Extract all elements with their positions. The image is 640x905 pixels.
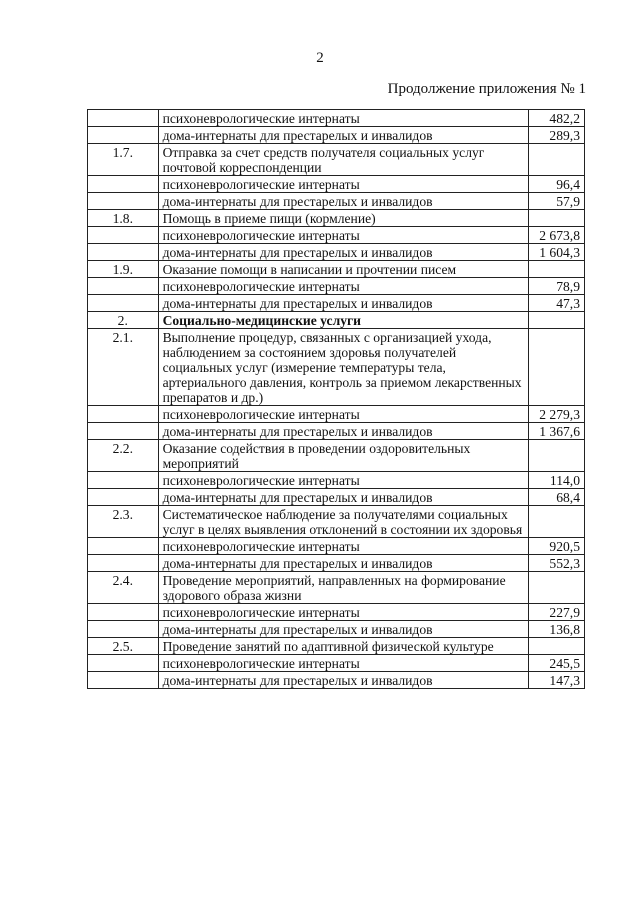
service-name: Оказание помощи в написании и прочтении писем: [158, 261, 529, 278]
table-row: [88, 489, 585, 506]
services-table: [87, 109, 585, 689]
row-number: 2.5.: [88, 638, 159, 655]
service-value: 227,9: [529, 604, 585, 621]
service-name: дома-интернаты для престарелых и инвалидов: [158, 127, 529, 144]
service-value: [529, 210, 585, 227]
row-number: 2.4.: [88, 572, 159, 604]
row-number: [88, 423, 159, 440]
service-value: [529, 261, 585, 278]
table-row: [88, 506, 585, 538]
row-number: [88, 244, 159, 261]
service-name: дома-интернаты для престарелых и инвалидов: [158, 193, 529, 210]
service-name: психоневрологические интернаты: [158, 604, 529, 621]
table-row: [88, 295, 585, 312]
service-name: дома-интернаты для престарелых и инвалидов: [158, 555, 529, 572]
service-value: [529, 506, 585, 538]
table-row: [88, 672, 585, 689]
row-number: [88, 295, 159, 312]
service-name: психоневрологические интернаты: [158, 176, 529, 193]
service-value: 147,3: [529, 672, 585, 689]
table-row: [88, 193, 585, 210]
table-row: [88, 472, 585, 489]
service-value: 552,3: [529, 555, 585, 572]
row-number: [88, 227, 159, 244]
table-row: [88, 312, 585, 329]
row-number: [88, 193, 159, 210]
service-value: [529, 572, 585, 604]
service-name: Систематическое наблюдение за получателями социальных услуг в целях выявления отклонений в состоянии их здоровья: [158, 506, 529, 538]
table-row: [88, 655, 585, 672]
service-value: 245,5: [529, 655, 585, 672]
table-row: [88, 110, 585, 127]
service-name: психоневрологические интернаты: [158, 227, 529, 244]
service-value: 289,3: [529, 127, 585, 144]
table-row: [88, 176, 585, 193]
service-value: 482,2: [529, 110, 585, 127]
table-row: [88, 144, 585, 176]
service-value: 57,9: [529, 193, 585, 210]
table-row: [88, 555, 585, 572]
service-value: 2 673,8: [529, 227, 585, 244]
service-name: Проведение мероприятий, направленных на формирование здорового образа жизни: [158, 572, 529, 604]
service-value: [529, 638, 585, 655]
service-value: 47,3: [529, 295, 585, 312]
service-value: [529, 440, 585, 472]
table-row: [88, 210, 585, 227]
service-name: дома-интернаты для престарелых и инвалидов: [158, 423, 529, 440]
row-number: 2.2.: [88, 440, 159, 472]
table-row: [88, 440, 585, 472]
service-name: дома-интернаты для престарелых и инвалидов: [158, 244, 529, 261]
row-number: [88, 604, 159, 621]
row-number: [88, 406, 159, 423]
row-number: 2.1.: [88, 329, 159, 406]
service-value: [529, 312, 585, 329]
table-row: [88, 329, 585, 406]
service-name: дома-интернаты для престарелых и инвалидов: [158, 489, 529, 506]
row-number: [88, 110, 159, 127]
row-number: 2.3.: [88, 506, 159, 538]
continuation-note: Продолжение приложения № 1: [387, 81, 586, 97]
service-value: 1 604,3: [529, 244, 585, 261]
table-row: [88, 423, 585, 440]
table-row: [88, 261, 585, 278]
service-name: Оказание содействия в проведении оздоровительных мероприятий: [158, 440, 529, 472]
service-name: Отправка за счет средств получателя социальных услуг почтовой корреспонденции: [158, 144, 529, 176]
table-row: [88, 278, 585, 295]
service-value: 114,0: [529, 472, 585, 489]
service-value: 920,5: [529, 538, 585, 555]
service-name: Социально-медицинские услуги: [158, 312, 529, 329]
row-number: 2.: [88, 312, 159, 329]
service-name: Проведение занятий по адаптивной физической культуре: [158, 638, 529, 655]
service-value: 2 279,3: [529, 406, 585, 423]
service-value: 68,4: [529, 489, 585, 506]
table-row: [88, 538, 585, 555]
table-row: [88, 406, 585, 423]
service-name: Помощь в приеме пищи (кормление): [158, 210, 529, 227]
service-value: [529, 144, 585, 176]
service-value: 78,9: [529, 278, 585, 295]
service-name: дома-интернаты для престарелых и инвалидов: [158, 672, 529, 689]
row-number: [88, 489, 159, 506]
row-number: [88, 176, 159, 193]
service-name: Выполнение процедур, связанных с организацией ухода, наблюдением за состоянием здоровья получателей социальных услуг (измерение температуры тела, артериального давления, контроль за приемом лекарственных препаратов и др.): [158, 329, 529, 406]
table-row: [88, 127, 585, 144]
row-number: [88, 127, 159, 144]
service-name: психоневрологические интернаты: [158, 655, 529, 672]
table-row: [88, 638, 585, 655]
row-number: [88, 655, 159, 672]
service-value: 96,4: [529, 176, 585, 193]
service-name: психоневрологические интернаты: [158, 472, 529, 489]
service-value: [529, 329, 585, 406]
service-name: психоневрологические интернаты: [158, 538, 529, 555]
row-number: [88, 538, 159, 555]
table-row: [88, 604, 585, 621]
service-name: дома-интернаты для престарелых и инвалидов: [158, 295, 529, 312]
row-number: [88, 555, 159, 572]
service-name: психоневрологические интернаты: [158, 278, 529, 295]
service-name: психоневрологические интернаты: [158, 110, 529, 127]
service-name: психоневрологические интернаты: [158, 406, 529, 423]
table-row: [88, 572, 585, 604]
row-number: 1.9.: [88, 261, 159, 278]
table-row: [88, 244, 585, 261]
row-number: [88, 472, 159, 489]
row-number: 1.8.: [88, 210, 159, 227]
row-number: [88, 621, 159, 638]
row-number: [88, 672, 159, 689]
table-row: [88, 621, 585, 638]
service-value: 136,8: [529, 621, 585, 638]
service-name: дома-интернаты для престарелых и инвалидов: [158, 621, 529, 638]
row-number: [88, 278, 159, 295]
page-number: 2: [316, 50, 324, 66]
row-number: 1.7.: [88, 144, 159, 176]
table-body: [88, 110, 585, 689]
table-row: [88, 227, 585, 244]
service-value: 1 367,6: [529, 423, 585, 440]
